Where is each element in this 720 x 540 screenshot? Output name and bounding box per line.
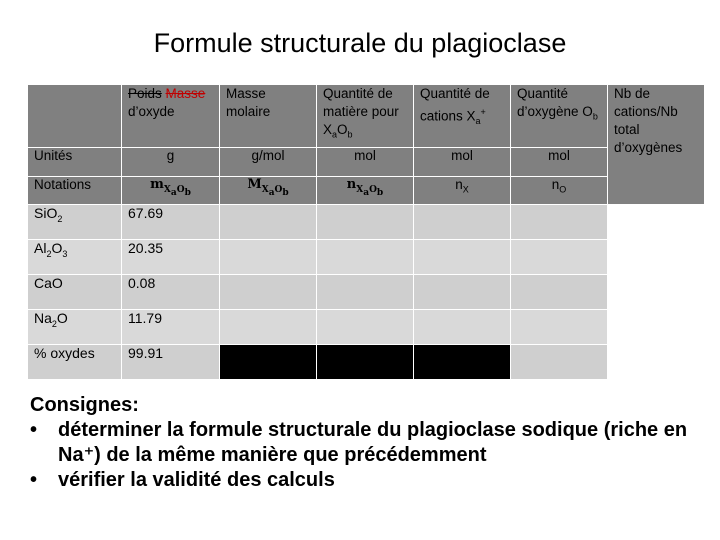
notation-M-a: a: [268, 187, 275, 198]
notation-oxygen: [511, 177, 608, 205]
bullet-icon: •: [30, 419, 38, 441]
empty-cell: [220, 310, 317, 345]
empty-cell: [317, 205, 414, 240]
units-label: Unités: [28, 148, 122, 177]
header-cations-text: Quantité de cations X: [420, 86, 490, 124]
oxide-cell: CaO: [28, 275, 122, 310]
mass-cell: 20.35: [122, 240, 220, 275]
notation-nx: n: [455, 177, 463, 192]
instructions-list: [30, 418, 700, 493]
units-row: [28, 148, 705, 177]
table-row: [28, 310, 705, 345]
header-quantity-matter-text: Quantité de matière pour X: [323, 86, 399, 137]
header-oxygen-sub: b: [592, 111, 598, 122]
table-row: [28, 240, 705, 275]
empty-cell: [317, 275, 414, 310]
table-row: [28, 345, 705, 380]
oxide-cell: SiO$_2$: [28, 205, 122, 240]
notation-m-a: a: [170, 187, 177, 198]
empty-cell: [608, 205, 705, 240]
notations-row: [28, 177, 705, 205]
list-item: [30, 468, 700, 493]
notation-M-x: X: [261, 184, 269, 195]
blacked-cell: [317, 345, 414, 380]
header-row: [28, 85, 705, 148]
notation-n-a: a: [363, 187, 370, 198]
header-oxide-word: d’oxyde: [128, 104, 175, 119]
instructions-heading: Consignes:: [30, 394, 139, 416]
oxide-cell: $Al_2O_3$: [28, 240, 122, 275]
list-item: [30, 418, 700, 468]
header-struck-word: Poids: [128, 86, 162, 101]
units-molar-mass: g/mol: [220, 148, 317, 177]
empty-cell: [511, 275, 608, 310]
mass-cell: 99.91: [122, 345, 220, 380]
notation-molar-mass: [220, 177, 317, 205]
empty-cell: [608, 310, 705, 345]
blacked-cell: [414, 345, 511, 380]
notation-quantity: [317, 177, 414, 205]
units-oxygen: mol: [511, 148, 608, 177]
header-sub-b: b: [347, 129, 353, 140]
notation-M-b: b: [282, 187, 289, 198]
empty-cell: [414, 240, 511, 275]
empty-cell: [608, 240, 705, 275]
header-cations-sup: +: [480, 107, 486, 117]
instruction-text: vérifier la validité des calculs: [58, 469, 335, 491]
notation-no: n: [551, 177, 560, 192]
header-ratio: Nb de cations/Nb total d’oxygènes: [608, 85, 705, 205]
notation-n-o: O: [369, 184, 377, 195]
table-row: [28, 275, 705, 310]
mass-cell: 0.08: [122, 275, 220, 310]
notation-n-x: X: [356, 184, 364, 195]
header-mass-oxide: [122, 85, 220, 148]
header-red-word: Masse: [165, 86, 206, 101]
header-corner-cell: [28, 85, 122, 148]
units-mass: g: [122, 148, 220, 177]
empty-cell: [220, 275, 317, 310]
table-row: [28, 205, 705, 240]
notation-M: M: [247, 177, 262, 192]
header-quantity-oxygen: [511, 85, 608, 148]
empty-cell: [511, 205, 608, 240]
notation-no-sub: O: [559, 184, 567, 195]
notation-n: n: [346, 177, 357, 192]
header-oxygen-text: Quantité d’oxygène O: [517, 86, 593, 119]
empty-cell: [511, 345, 608, 380]
header-quantity-matter: [317, 85, 414, 148]
mass-cell: 67.69: [122, 205, 220, 240]
notation-m-b: b: [184, 187, 191, 198]
notation-mass: [122, 177, 220, 205]
bullet-icon: •: [30, 469, 38, 491]
blacked-cell: [220, 345, 317, 380]
page-title: Formule structurale du plagioclase: [153, 28, 567, 58]
empty-cell: [414, 310, 511, 345]
empty-cell: [511, 240, 608, 275]
empty-cell: [511, 310, 608, 345]
header-sub-a: a: [332, 129, 338, 140]
notations-label: Notations: [28, 177, 122, 205]
instruction-text: déterminer la formule structurale du plagioclase sodique (riche en Na⁺) de la même manière que précédemment: [58, 419, 688, 466]
units-cations: mol: [414, 148, 511, 177]
empty-cell: [608, 345, 705, 380]
oxide-cell: % oxydes: [28, 345, 122, 380]
mass-cell: 11.79: [122, 310, 220, 345]
units-quantity: mol: [317, 148, 414, 177]
header-o: O: [337, 122, 348, 137]
notation-m-o: O: [176, 184, 185, 195]
empty-cell: [317, 310, 414, 345]
empty-cell: [414, 205, 511, 240]
oxide-cell: $Na_2O$: [28, 310, 122, 345]
notation-M-o: O: [274, 184, 283, 195]
notation-nx-sub: X: [462, 184, 469, 195]
empty-cell: [220, 240, 317, 275]
empty-cell: [414, 275, 511, 310]
empty-cell: [608, 275, 705, 310]
plagioclase-table: [27, 84, 705, 380]
empty-cell: [220, 205, 317, 240]
header-cations-sub: a: [475, 116, 481, 127]
header-molar-mass: Masse molaire: [220, 85, 317, 148]
instructions: [30, 393, 700, 493]
header-quantity-cations: [414, 85, 511, 148]
notation-cations: [414, 177, 511, 205]
notation-n-b: b: [376, 187, 384, 198]
notation-m-x: X: [163, 184, 171, 195]
empty-cell: [317, 240, 414, 275]
notation-m: m: [150, 177, 164, 192]
